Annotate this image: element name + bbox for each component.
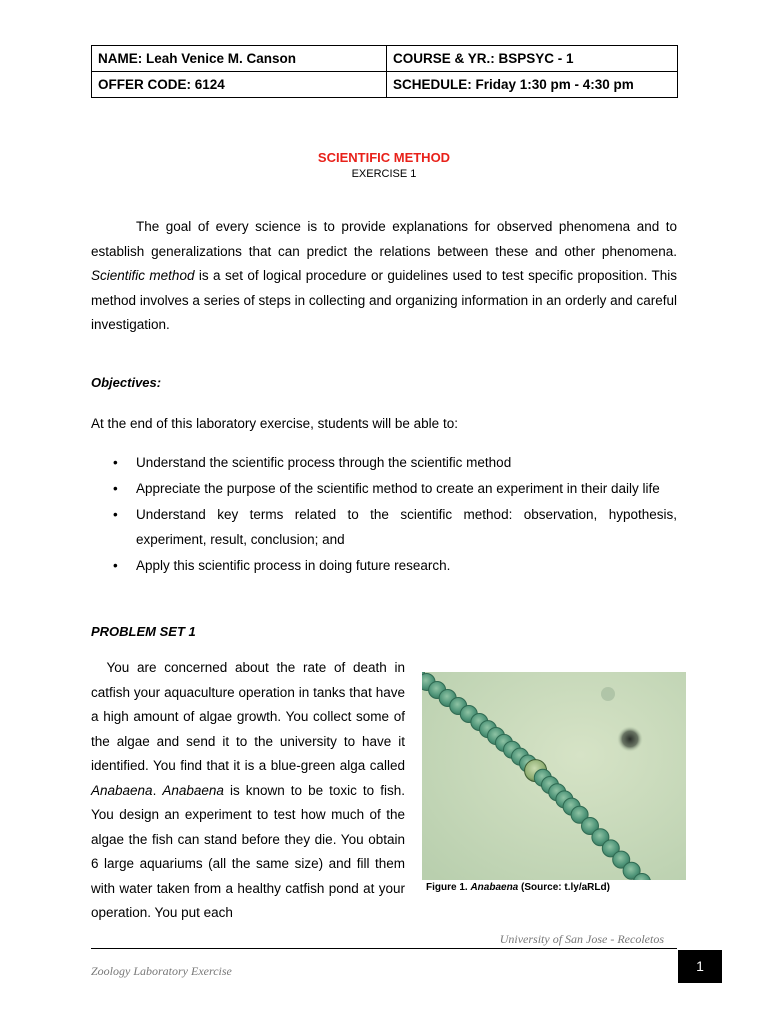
offer-code: OFFER CODE: 6124 — [92, 72, 387, 98]
list-item: • Appreciate the purpose of the scientific method to create an experiment in their daily life — [91, 476, 677, 501]
objectives-intro: At the end of this laboratory exercise, students will be able to: — [91, 416, 458, 431]
course-year: COURSE & YR.: BSPSYC - 1 — [387, 46, 678, 72]
bullet-icon: • — [113, 558, 118, 573]
page-number: 1 — [678, 950, 722, 983]
intro-italic-term: Scientific method — [91, 268, 195, 283]
objectives-list — [91, 450, 677, 579]
page-title: SCIENTIFIC METHOD — [317, 150, 451, 165]
objectives-heading: Objectives: — [91, 375, 162, 390]
species-name: Anabaena — [91, 782, 153, 798]
list-item: • Apply this scientific process in doing future research. — [91, 553, 677, 578]
figure-species: Anabaena — [470, 882, 519, 893]
bullet-icon: • — [113, 481, 118, 496]
problem-set-text: You are concerned about the rate of death in catfish your aquaculture operation in tanks that have a high amount of algae growth. You collect some of the algae and send it to the university to have it identified. You find that it is a blue-green alga called Anabaena. Anabaena is known to be toxic to fish. You design an experiment to test how much of the algae the fish can stand before they die. You obtain 6 large aquariums (all the same size) and fill them with water taken from a healthy catfish pond at your operation. You put each — [91, 660, 405, 920]
bullet-icon: • — [113, 507, 118, 522]
intro-text-1: The goal of every science is to provide explanations for observed phenomena and to establish generalizations that can predict the relations between these and other phenomena. — [91, 219, 677, 259]
footer-school-name: University of San Jose - Recoletos — [499, 932, 664, 946]
student-info-table — [91, 45, 678, 98]
species-name: Anabaena — [162, 782, 224, 798]
figure-caption: Figure 1. Anabaena (Source: t.ly/aRLd) — [426, 882, 610, 893]
bullet-icon: • — [113, 455, 118, 470]
page-subtitle: EXERCISE 1 — [351, 168, 417, 180]
intro-paragraph — [91, 215, 677, 338]
intro-text-2: is a set of logical procedure or guidelines used to test specific proposition. This method involves a series of steps in collecting and organizing information in an orderly and careful investigation. — [91, 268, 677, 332]
footer-divider — [91, 948, 677, 949]
anabaena-micrograph — [422, 672, 686, 880]
footer-lab-title: Zoology Laboratory Exercise — [91, 964, 232, 978]
problem-set-heading: PROBLEM SET 1 — [91, 624, 196, 639]
list-item: • Understand the scientific process through the scientific method — [91, 450, 677, 475]
student-name: NAME: Leah Venice M. Canson — [92, 46, 387, 72]
anabaena-filament-image — [422, 672, 686, 880]
list-item: • Understand key terms related to the scientific method: observation, hypothesis, experiment, result, conclusion; and — [91, 502, 677, 552]
schedule: SCHEDULE: Friday 1:30 pm - 4:30 pm — [387, 72, 678, 98]
